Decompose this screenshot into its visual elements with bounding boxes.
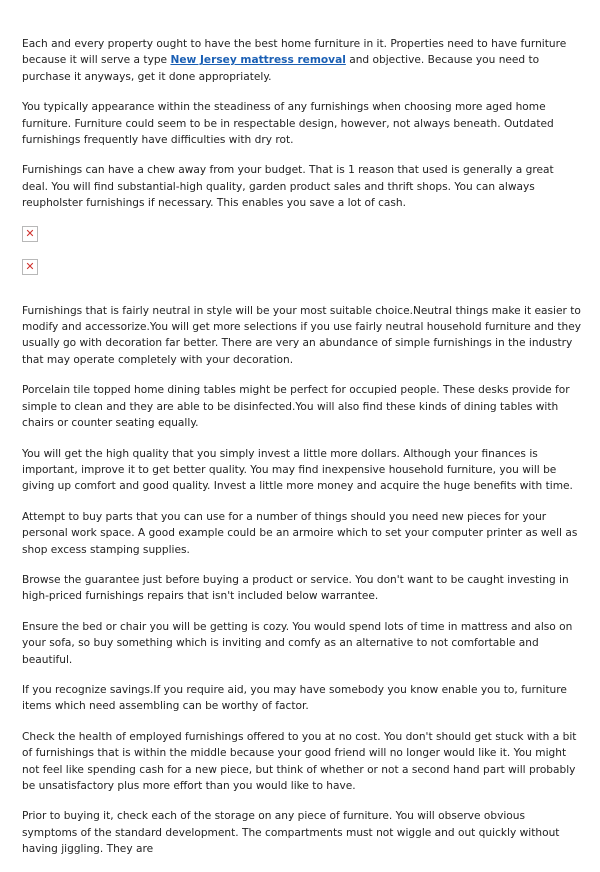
paragraph-budget: Furnishings can have a chew away from your budget. That is 1 reason that used is generally a great deal. You will find substantial-high quality, garden product sales and thrift shops. You can always reupholster furnishings if necessary. This enables you save a lot of cash. xyxy=(22,164,554,210)
article-body xyxy=(22,36,582,872)
paragraph-steadiness: You typically appearance within the steadiness of any furnishings when choosing more aged home furniture. Furniture could seem to be in respectable design, however, not always beneath. Outdated furnishings frequently have difficulties with dry rot. xyxy=(22,101,554,147)
paragraph-savings: If you recognize savings.If you require aid, you may have somebody you know enable you to, furniture items which need assembling can be worthy of factor. xyxy=(22,683,567,713)
mattress-removal-link[interactable]: New Jersey mattress removal xyxy=(170,54,346,67)
paragraph-text: and objective. Because you need to purchase it anyways, get it done appropriately. xyxy=(22,54,540,83)
broken-image-icon xyxy=(22,226,38,242)
image-group xyxy=(22,226,582,275)
paragraph-storage: Prior to buying it, check each of the storage on any piece of furniture. You will observe obvious symptoms of the standard development. The compartments must not wiggle and out quickly without having jiggling. They are xyxy=(22,810,560,856)
paragraph-guarantee: Browse the guarantee just before buying a product or service. You don't want to be caught investing in high-priced furnishings repairs that isn't included below warrantee. xyxy=(22,573,569,603)
paragraph-quality: You will get the high quality that you simply invest a little more dollars. Although your finances is important, improve it to get better quality. You may find inexpensive household furniture, you will be giving up comfort and good quality. Invest a little more money and acquire the huge benefits with time. xyxy=(22,447,573,493)
broken-image-x-icon: ✕ xyxy=(25,260,35,274)
paragraph-used-furnishings: Check the health of employed furnishings offered to you at no cost. You don't should get stuck with a bit of furnishings that is within the middle because your good friend will no longer would like it. You might not feel like spending cash for a new piece, but think of whether or not a second hand part will probably be unsatisfactory plus more effort than you would like to have. xyxy=(22,730,577,792)
paragraph-intro xyxy=(22,36,582,85)
paragraph-text: Each and every property ought to have the best home furniture in it. Properties need to have furniture because it will serve a type xyxy=(22,38,567,67)
paragraph-porcelain-tables: Porcelain tile topped home dining tables might be perfect for occupied people. These desks provide for simple to clean and they are able to be disinfected.You will also find these kinds of dining tables with chairs or counter seating equally. xyxy=(22,384,570,430)
broken-image-icon xyxy=(22,259,38,275)
paragraph-work-space: Attempt to buy parts that you can use for a number of things should you need new pieces for your personal work space. A good example could be an armoire which to set your computer printer as well as shop excess stamping supplies. xyxy=(22,510,578,556)
broken-image-x-icon: ✕ xyxy=(25,227,35,241)
paragraph-cozy: Ensure the bed or chair you will be getting is cozy. You would spend lots of time in mattress and also on your sofa, so buy something which is inviting and comfy as an alternative to not comfortable and beautiful. xyxy=(22,620,573,666)
paragraph-neutral-style: Furnishings that is fairly neutral in style will be your most suitable choice.Neutral things make it easier to modify and accessorize.You will get more selections if you use fairly neutral household furniture and they usually go with decoration far better. There are very an abundance of simple furnishings in the industry that may operate completely with your decoration. xyxy=(22,304,582,366)
